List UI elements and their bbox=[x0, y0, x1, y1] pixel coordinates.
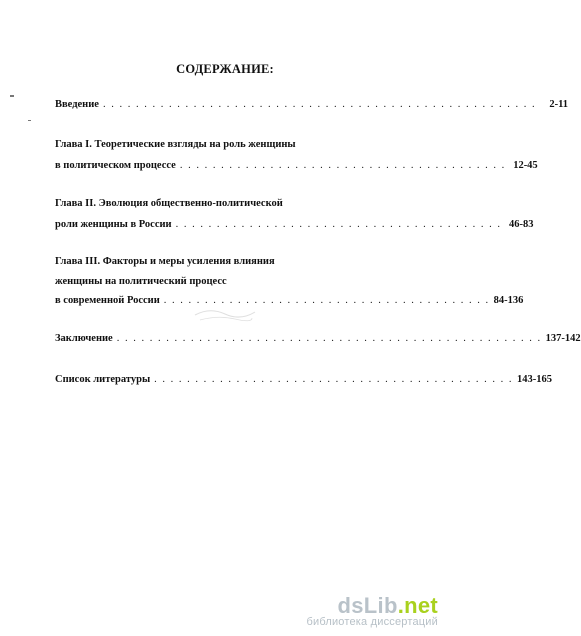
toc-entry-introduction bbox=[55, 98, 569, 112]
scan-speck bbox=[10, 95, 14, 97]
toc-title: СОДЕРЖАНИЕ: bbox=[176, 62, 274, 76]
toc-page-number: 46-83 bbox=[508, 219, 534, 230]
dslib-logo: dsLib.net bbox=[337, 593, 438, 618]
toc-entry-bibliography bbox=[55, 373, 553, 387]
toc-entry-label: в современной России bbox=[55, 295, 160, 306]
toc-entry-label: Список литературы bbox=[55, 374, 151, 385]
toc-entry-label: Заключение bbox=[55, 333, 113, 344]
toc-entry-chapter3-line1: Глава III. Факторы и меры усиления влияния bbox=[55, 256, 275, 267]
toc-entry-chapter3-line2: женщины на политический процесс bbox=[55, 276, 227, 287]
faint-stamp-mark bbox=[190, 303, 260, 325]
dslib-watermark bbox=[306, 594, 438, 628]
toc-page-number: 12-45 bbox=[513, 160, 538, 171]
toc-leader-dots: . . . . . . . . . . . . . . . . . . . . . . . . . . . . . . . . . . . . . . . . . . . . bbox=[154, 374, 514, 385]
toc-page-number: 143-165 bbox=[517, 374, 553, 385]
dslib-subtitle: библиотека диссертаций bbox=[306, 616, 438, 628]
toc-entry-label: в политическом процессе bbox=[55, 160, 176, 171]
toc-entry-label: Введение bbox=[55, 99, 99, 110]
toc-page-number: 2-11 bbox=[549, 99, 569, 110]
toc-leader-dots: . . . . . . . . . . . . . . . . . . . . . . . . . . . . . . . . . . . . . . . . . . . . . . . . . . . . . bbox=[102, 99, 537, 110]
toc-entry-chapter2 bbox=[55, 218, 534, 232]
toc-entry-label: роли женщины в России bbox=[55, 219, 172, 230]
toc-entry-chapter1-line1: Глава I. Теоретические взгляды на роль женщины bbox=[55, 139, 296, 150]
toc-entry-chapter2-line1: Глава II. Эволюция общественно-политической bbox=[55, 198, 283, 209]
toc-leader-dots: . . . . . . . . . . . . . . . . . . . . . . . . . . . . . . . . . . . . . . . . bbox=[179, 160, 506, 171]
toc-entry-chapter1 bbox=[55, 159, 538, 173]
toc-leader-dots: . . . . . . . . . . . . . . . . . . . . . . . . . . . . . . . . . . . . . . . . bbox=[163, 295, 490, 306]
toc-page-number: 137-142 bbox=[545, 333, 581, 344]
toc-entry-conclusion bbox=[55, 332, 581, 346]
scan-speck bbox=[28, 120, 31, 121]
toc-page-number: 84-136 bbox=[493, 295, 524, 306]
toc-leader-dots: . . . . . . . . . . . . . . . . . . . . . . . . . . . . . . . . . . . . . . . . bbox=[175, 219, 502, 230]
toc-leader-dots: . . . . . . . . . . . . . . . . . . . . . . . . . . . . . . . . . . . . . . . . . . . . . . . . . . . . bbox=[116, 333, 542, 344]
